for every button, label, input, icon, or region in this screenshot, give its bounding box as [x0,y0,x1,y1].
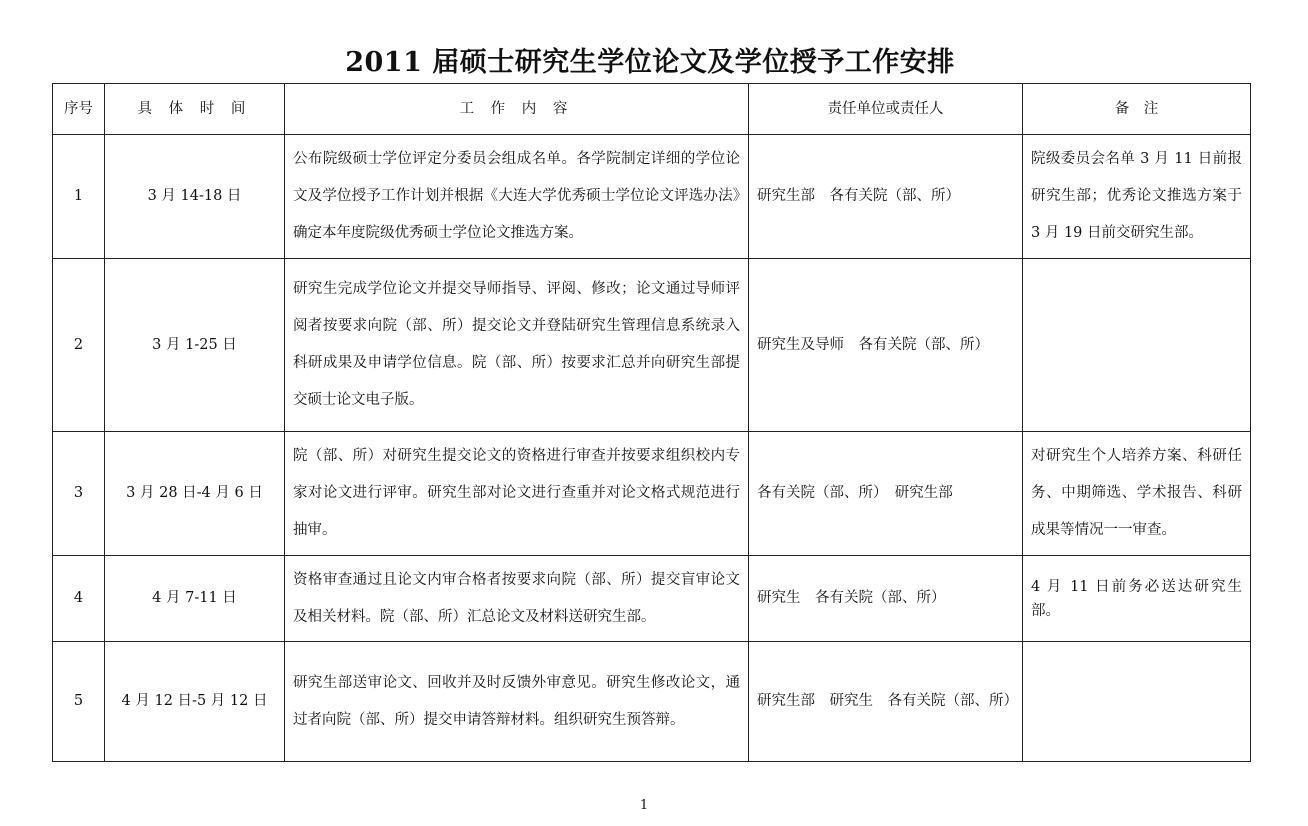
row-content: 研究生完成学位论文并提交导师指导、评阅、修改；论文通过导师评阅者按要求向院（部、所）提交论文并登陆研究生管理信息系统录入科研成果及申请学位信息。院（部、所）按要求汇总并向研究生部提交硕士论文电子版。 [285,259,749,432]
row-responsible: 研究生 各有关院（部、所） [749,556,1023,642]
row-content: 研究生部送审论文、回收并及时反馈外审意见。研究生修改论文，通过者向院（部、所）提交申请答辩材料。组织研究生预答辩。 [285,642,749,762]
row-responsible: 研究生部 研究生 各有关院（部、所） [749,642,1023,762]
schedule-table [52,83,1251,762]
row-responsible: 研究生及导师 各有关院（部、所） [749,259,1023,432]
row-content: 资格审查通过且论文内审合格者按要求向院（部、所）提交盲审论文及相关材料。院（部、所）汇总论文及材料送研究生部。 [285,556,749,642]
header-no: 序号 [53,84,105,135]
header-responsible: 责任单位或责任人 [749,84,1023,135]
table-row [53,556,1251,642]
row-no: 3 [53,432,105,556]
header-time: 具 体 时 间 [105,84,285,135]
row-no: 1 [53,135,105,259]
row-no: 4 [53,556,105,642]
row-note: 院级委员会名单 3 月 11 日前报研究生部；优秀论文推选方案于 3 月 19 日前交研究生部。 [1023,135,1251,259]
row-responsible: 各有关院（部、所） 研究生部 [749,432,1023,556]
table-row [53,432,1251,556]
header-note: 备 注 [1023,84,1251,135]
page-number: 1 [639,798,649,813]
row-time: 3 月 1-25 日 [105,259,285,432]
table-row [53,642,1251,762]
row-note [1023,642,1251,762]
row-note: 对研究生个人培养方案、科研任务、中期筛选、学术报告、科研成果等情况一一审查。 [1023,432,1251,556]
row-no: 5 [53,642,105,762]
row-note: 4 月 11 日前务必送达研究生部。 [1023,556,1251,642]
row-responsible: 研究生部 各有关院（部、所） [749,135,1023,259]
row-time: 3 月 28 日-4 月 6 日 [105,432,285,556]
header-content: 工 作 内 容 [285,84,749,135]
row-no: 2 [53,259,105,432]
row-time: 3 月 14-18 日 [105,135,285,259]
table-row [53,135,1251,259]
table-header-row [53,84,1251,135]
row-time: 4 月 7-11 日 [105,556,285,642]
table-row [53,259,1251,432]
row-content: 院（部、所）对研究生提交论文的资格进行审查并按要求组织校内专家对论文进行评审。研究生部对论文进行查重并对论文格式规范进行抽审。 [285,432,749,556]
document-title: 2011 届硕士研究生学位论文及学位授予工作安排 [345,47,955,78]
row-note [1023,259,1251,432]
row-time: 4 月 12 日-5 月 12 日 [105,642,285,762]
row-content: 公布院级硕士学位评定分委员会组成名单。各学院制定详细的学位论文及学位授予工作计划并根据《大连大学优秀硕士学位论文评选办法》确定本年度院级优秀硕士学位论文推选方案。 [285,135,749,259]
